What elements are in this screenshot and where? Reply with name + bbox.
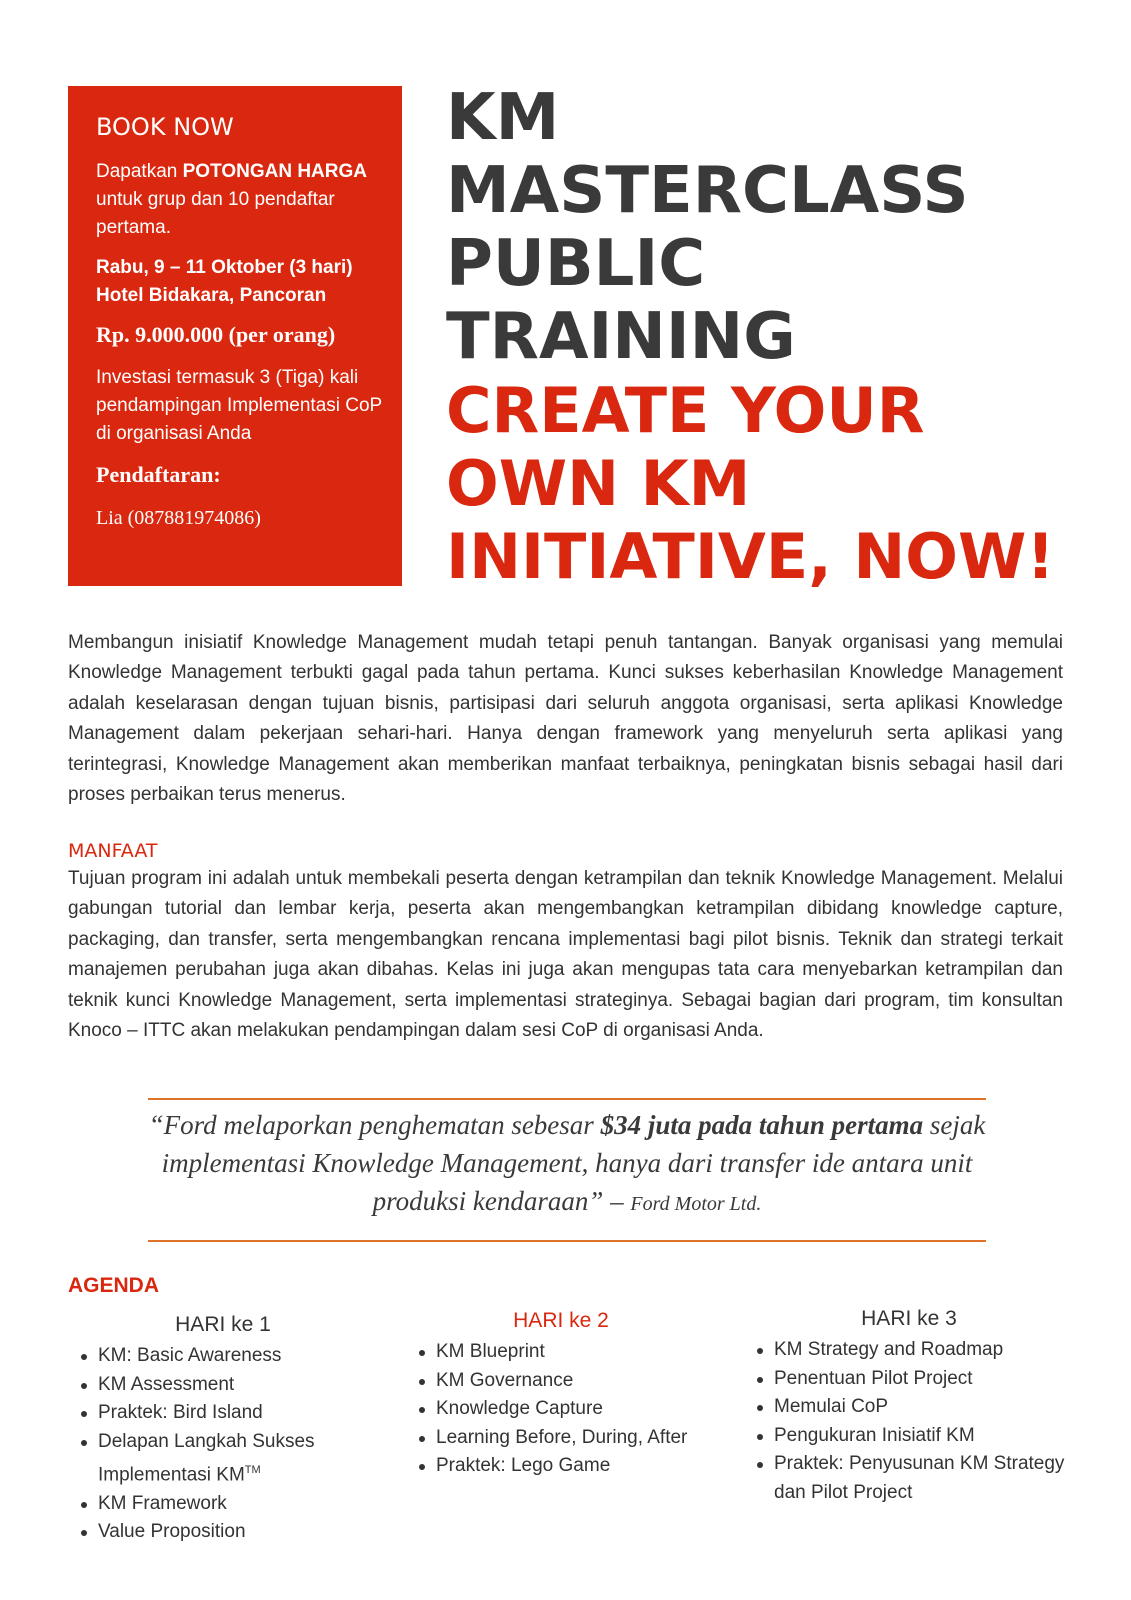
agenda-item: KM Framework <box>98 1490 378 1519</box>
agenda-item: Memulai CoP <box>774 1393 1074 1422</box>
intro-paragraph: Membangun inisiatif Knowledge Management mudah tetapi penuh tantangan. Banyak organisasi yang memulai Knowledge Management terbukti gagal pada tahun pertama. Kunci sukses keberhasilan Knowledge Management adalah keselarasan dengan tujuan bisnis, partisipasi dari seluruh anggota organisasi, serta aplikasi Knowledge Management dalam pekerjaan sehari-hari. Hanya dengan framework yang menyeluruh serta aplikasi yang terintegrasi, Knowledge Management akan memberikan manfaat terbaiknya, peningkatan bisnis sebagai hasil dari proses perbaikan terus menerus. <box>68 632 1063 806</box>
agenda-day-1 <box>68 1310 378 1547</box>
agenda-item: Pengukuran Inisiatif KM <box>774 1422 1074 1451</box>
agenda-item: Learning Before, During, After <box>436 1424 716 1453</box>
agenda-item: Value Proposition <box>98 1518 378 1547</box>
day-title: HARI ke 1 <box>175 1313 271 1336</box>
day-title: HARI ke 2 <box>513 1309 609 1332</box>
booking-box <box>68 86 402 586</box>
agenda-item: KM Assessment <box>98 1371 378 1400</box>
testimonial-quote: “Ford melaporkan penghematan sebesar $34 juta pada tahun pertama sejak implementasi Knowledge Management, hanya dari transfer ide antara unit produksi kendaraan” – Ford Motor Ltd. <box>148 1110 986 1216</box>
day-title: HARI ke 3 <box>861 1307 957 1330</box>
headline <box>446 82 1106 593</box>
agenda-item: Praktek: Penyusunan KM Strategy dan Pilot Project <box>774 1450 1074 1507</box>
day-items <box>744 1336 1074 1507</box>
agenda-item: Delapan Langkah Sukses Implementasi KM™ <box>98 1428 378 1490</box>
agenda-item: Knowledge Capture <box>436 1395 716 1424</box>
event-date-venue: Rabu, 9 – 11 Oktober (3 hari) Hotel Bidakara, Pancoran <box>96 257 353 306</box>
quote-source: Ford Motor Ltd. <box>630 1193 762 1215</box>
agenda-day-2 <box>406 1306 716 1481</box>
agenda-item: Penentuan Pilot Project <box>774 1365 1074 1394</box>
manfaat-heading: MANFAAT <box>68 840 158 862</box>
agenda-item: Praktek: Bird Island <box>98 1399 378 1428</box>
agenda-heading: AGENDA <box>68 1274 160 1297</box>
tagline-line: CREATE YOUR <box>446 374 925 447</box>
registration-label: Pendaftaran: <box>96 462 221 487</box>
price-text: Rp. 9.000.000 (per orang) <box>96 322 336 347</box>
registration-contact: Lia (087881974086) <box>96 507 261 529</box>
day-items <box>406 1338 716 1481</box>
headline-line: MASTERCLASS <box>446 154 969 228</box>
agenda-item: KM Strategy and Roadmap <box>774 1336 1074 1365</box>
tagline-line: INITIATIVE, NOW! <box>446 520 1055 593</box>
book-now-title: BOOK NOW <box>96 113 234 141</box>
agenda-item: KM: Basic Awareness <box>98 1342 378 1371</box>
trademark-mark: TM <box>244 1464 261 1476</box>
agenda-item: KM Governance <box>436 1367 716 1396</box>
tagline-line: OWN KM <box>446 447 751 520</box>
headline-line: TRAINING <box>446 300 796 374</box>
agenda-day-3 <box>744 1304 1074 1507</box>
discount-text: Dapatkan POTONGAN HARGA untuk grup dan 10 pendaftar pertama. <box>96 161 368 238</box>
manfaat-paragraph: Tujuan program ini adalah untuk membekali peserta dengan ketrampilan dan teknik Knowledge Management. Melalui gabungan tutorial dan lembar kerja, peserta akan mengembangkan ketrampilan dibidang knowledge capture, packaging, dan transfer, serta mengembangkan rencana implementasi bagi pilot bisnis. Teknik dan strategi terkait manajemen perubahan juga akan dibahas. Kelas ini juga akan mengupas tata cara menyebarkan ketrampilan dan teknik kunci Knowledge Management, serta implementasi strateginya. Sebagai bagian dari program, tim konsultan Knoco – ITTC akan melakukan pendampingan dalam sesi CoP di organisasi Anda. <box>68 868 1063 1042</box>
quote-divider-bottom <box>148 1240 986 1242</box>
day-items <box>68 1342 378 1547</box>
headline-line: KM <box>446 81 560 155</box>
agenda-item: KM Blueprint <box>436 1338 716 1367</box>
investment-text: Investasi termasuk 3 (Tiga) kali pendampingan Implementasi CoP di organisasi Anda <box>96 367 382 444</box>
headline-line: PUBLIC <box>446 227 706 301</box>
quote-divider-top <box>148 1098 986 1100</box>
agenda-item: Praktek: Lego Game <box>436 1452 716 1481</box>
